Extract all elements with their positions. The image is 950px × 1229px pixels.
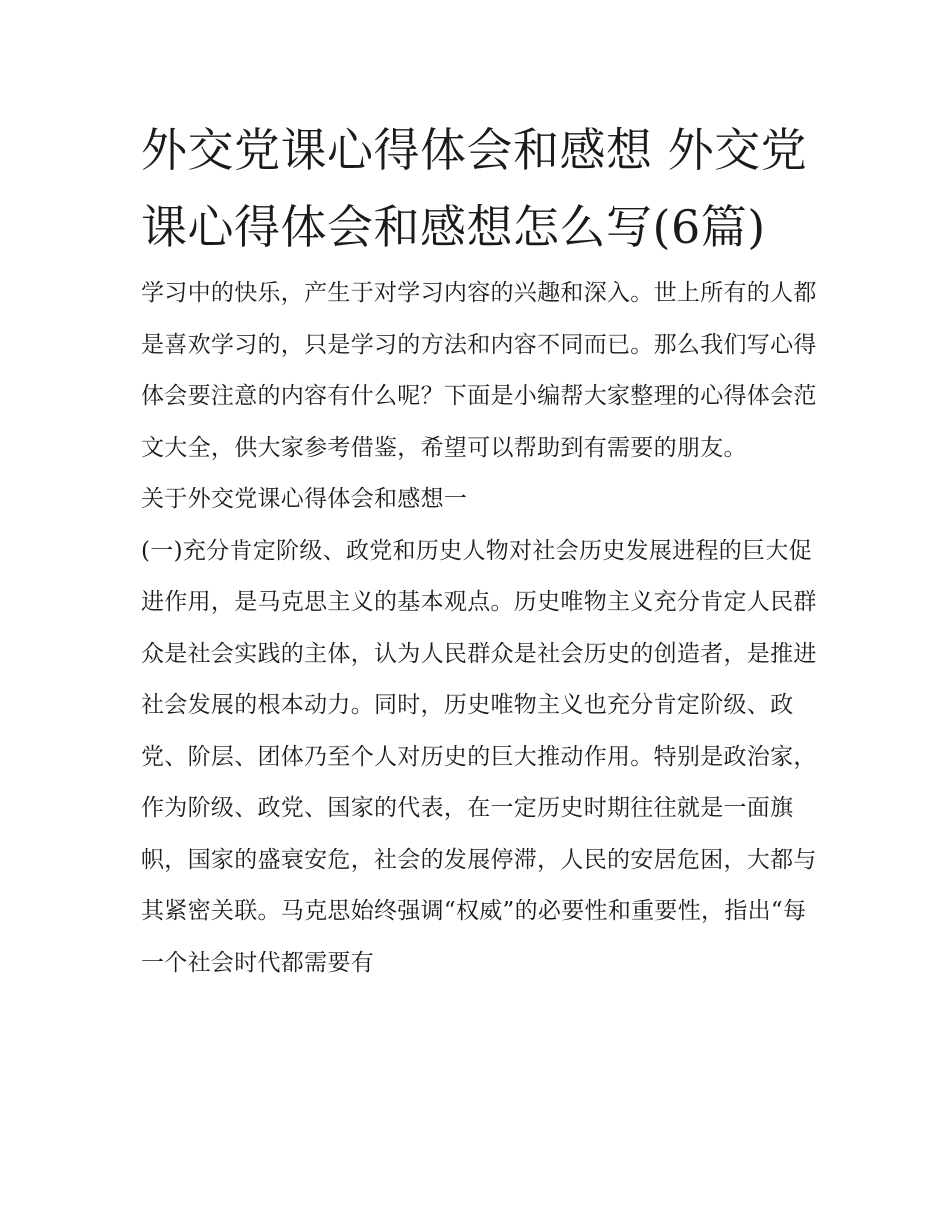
intro-paragraph: 学习中的快乐，产生于对学习内容的兴趣和深入。世上所有的人都是喜欢学习的，只是学习的方法和内容不同而已。那么我们写心得体会要注意的内容有什么呢？下面是小编帮大家整理的心得体会范文大全，供大家参考借鉴，希望可以帮助到有需要的朋友。 bbox=[141, 280, 817, 461]
document-title: 外交党课心得体会和感想 外交党课心得体会和感想怎么写(6篇) bbox=[141, 123, 808, 254]
document-page bbox=[141, 112, 821, 989]
section-heading: 关于外交党课心得体会和感想一 bbox=[141, 486, 468, 512]
section-body-paragraph: (一)充分肯定阶级、政党和历史人物对社会历史发展进程的巨大促进作用，是马克思主义的基本观点。历史唯物主义充分肯定人民群众是社会实践的主体，认为人民群众是社会历史的创造者，是推进社会发展的根本动力。同时，历史唯物主义也充分肯定阶级、政党、阶层、团体乃至个人对历史的巨大推动作用。特别是政治家，作为阶级、政党、国家的代表，在一定历史时期往往就是一面旗帜，国家的盛衰安危，社会的发展停滞，人民的安居危困，大都与其紧密关联。马克思始终强调“权威”的必要性和重要性，指出“每一个社会时代都需要有 bbox=[141, 537, 817, 976]
